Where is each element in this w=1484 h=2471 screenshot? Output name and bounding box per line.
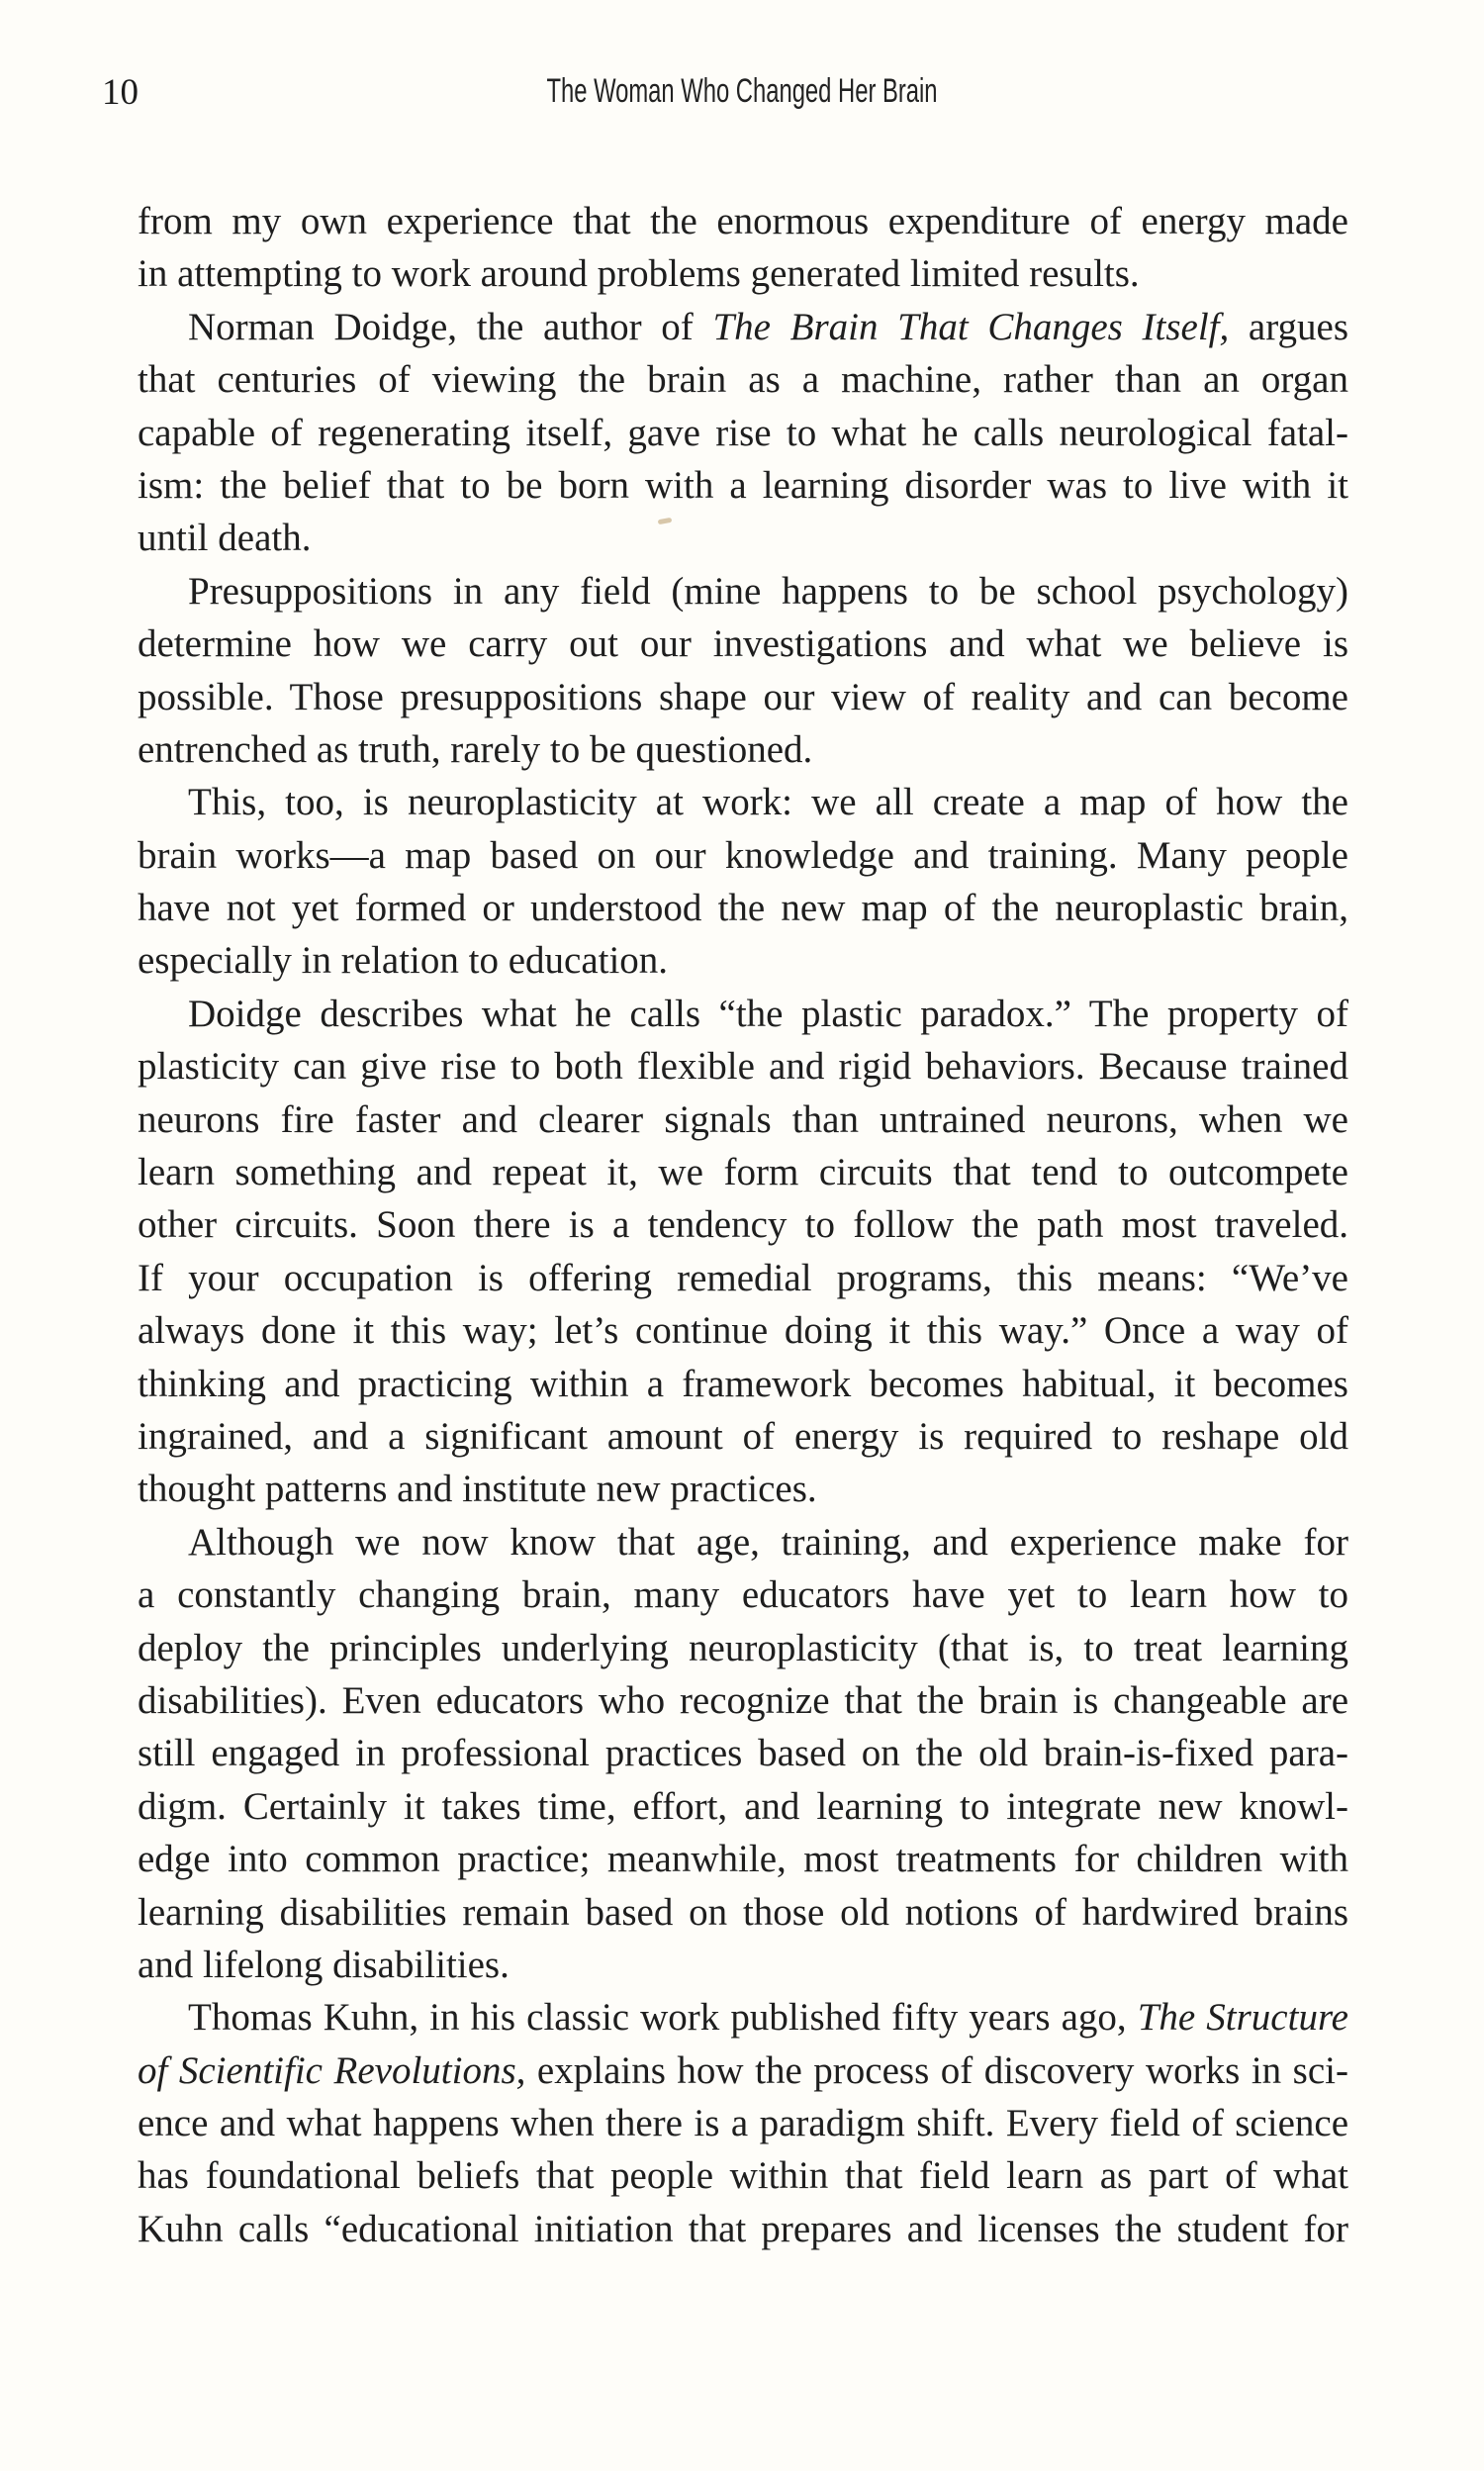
- text-line: in attempting to work around problems generated limited results.: [138, 252, 1140, 296]
- text-span: Norman Doidge, the author of: [188, 305, 713, 348]
- text-line: learn something and repeat it, we form circuits that tend to outcompete: [138, 1151, 1348, 1194]
- text-line: If your occupation is offering remedial programs, this means: “We’ve: [138, 1256, 1348, 1299]
- text-line: possible. Those presuppositions shape our view of reality and can become: [138, 675, 1348, 718]
- book-title-italic: of Scientific Revolutions,: [138, 2048, 526, 2092]
- text-line: always done it this way; let’s continue doing it this way.” Once a way of: [138, 1309, 1348, 1353]
- text-line: until death.: [138, 517, 312, 560]
- text-line: still engaged in professional practices based on the old brain-is-fixed para-: [138, 1732, 1348, 1775]
- text-line: disabilities). Even educators who recognize that the brain is changeable are: [138, 1678, 1348, 1722]
- text-line: Kuhn calls “educational initiation that prepares and licenses the student for: [138, 2207, 1348, 2250]
- text-line: a constantly changing brain, many educators have yet to learn how to: [138, 1573, 1348, 1617]
- book-title-italic: The Structure: [1137, 1996, 1348, 2040]
- text-line: ism: the belief that to be born with a learning disorder was to live with it: [138, 463, 1348, 507]
- text-line: entrenched as truth, rarely to be questioned.: [138, 727, 813, 771]
- book-title-italic: The Brain That Changes Itself,: [712, 305, 1230, 348]
- text-line: brain works—a map based on our knowledge and training. Many people: [138, 833, 1348, 877]
- text-line: plasticity can give rise to both flexible and rigid behaviors. Because trained: [138, 1045, 1348, 1089]
- text-line: learning disabilities remain based on those old notions of hardwired brains: [138, 1890, 1348, 1934]
- text-line: that centuries of viewing the brain as a machine, rather than an organ: [138, 358, 1348, 402]
- text-line: [138, 301, 1348, 353]
- text-line: have not yet formed or understood the new map of the neuroplastic brain,: [138, 887, 1348, 930]
- running-title: The Woman Who Changed Her Brain: [546, 72, 938, 110]
- text-line: especially in relation to education.: [138, 939, 669, 983]
- text-span: Thomas Kuhn, in his classic work published fifty years ago,: [188, 1996, 1138, 2040]
- text-line: Presuppositions in any field (mine happens to be school psychology): [188, 569, 1348, 613]
- text-line: ence and what happens when there is a paradigm shift. Every field of science: [138, 2102, 1348, 2145]
- text-line: digm. Certainly it takes time, effort, and learning to integrate new knowl-: [138, 1784, 1348, 1828]
- text-span: explains how the process of discovery works in sci-: [525, 2048, 1348, 2092]
- text-line: other circuits. Soon there is a tendency to follow the path most traveled.: [138, 1203, 1348, 1247]
- text-line: ingrained, and a significant amount of energy is required to reshape old: [138, 1414, 1348, 1458]
- text-line: thought patterns and institute new practices.: [138, 1468, 817, 1511]
- text-line: [138, 1991, 1348, 2043]
- text-line: [138, 2044, 1348, 2097]
- text-span: argues: [1229, 305, 1348, 348]
- text-line: and lifelong disabilities.: [138, 1943, 510, 1986]
- text-line: neurons fire faster and clearer signals than untrained neurons, when we: [138, 1097, 1348, 1141]
- text-line: has foundational beliefs that people within that field learn as part of what: [138, 2154, 1348, 2198]
- text-line: Although we now know that age, training, and experience make for: [188, 1520, 1348, 1564]
- text-line: deploy the principles underlying neuroplasticity (that is, to treat learning: [138, 1626, 1348, 1669]
- text-line: determine how we carry out our investigations and what we believe is: [138, 622, 1348, 666]
- text-line: Doidge describes what he calls “the plastic paradox.” The property of: [188, 992, 1348, 1035]
- body-text: [138, 195, 1348, 2255]
- text-line: from my own experience that the enormous expenditure of energy made: [138, 200, 1348, 242]
- text-line: This, too, is neuroplasticity at work: we all create a map of how the: [188, 781, 1348, 824]
- text-line: capable of regenerating itself, gave rise to what he calls neurological fatal-: [138, 411, 1348, 454]
- text-line: thinking and practicing within a framework becomes habitual, it becomes: [138, 1362, 1348, 1405]
- page-number: 10: [102, 72, 139, 113]
- text-line: edge into common practice; meanwhile, most treatments for children with: [138, 1838, 1348, 1881]
